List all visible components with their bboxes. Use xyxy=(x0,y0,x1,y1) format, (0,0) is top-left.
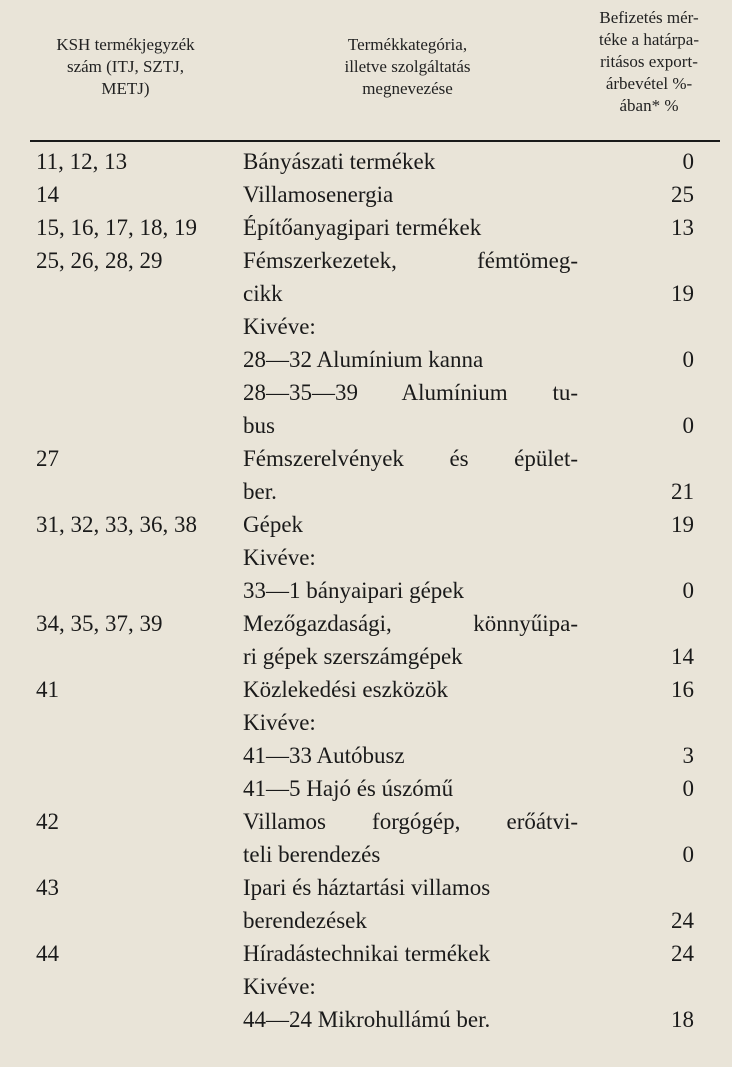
category-cell: Közlekedési eszközök xyxy=(243,677,449,702)
rate-cell: 0 xyxy=(682,842,694,867)
code-cell: 41 xyxy=(36,677,59,702)
category-cell: Gépek xyxy=(243,512,304,537)
rate-cell: 18 xyxy=(671,1007,694,1032)
table-row xyxy=(0,508,732,541)
header-line: megnevezése xyxy=(362,79,453,98)
header-line: Befizetés mér- xyxy=(599,8,699,27)
category-cell: Mezőgazdasági, könnyűipa- xyxy=(243,611,578,636)
table-row xyxy=(0,178,732,211)
table-row xyxy=(0,277,732,310)
table-row xyxy=(0,706,732,739)
table-row xyxy=(0,904,732,937)
table-row xyxy=(0,1003,732,1036)
code-cell: 43 xyxy=(36,875,59,900)
table-row xyxy=(0,871,732,904)
table-row xyxy=(0,310,732,343)
category-cell: 33—1 bányaipari gépek xyxy=(243,578,464,603)
table-row xyxy=(0,673,732,706)
category-cell: Villamos forgógép, erőátvi- xyxy=(243,809,578,834)
category-cell: teli berendezés xyxy=(243,842,381,867)
rate-cell: 24 xyxy=(671,908,694,933)
category-cell: Fémszerelvények és épület- xyxy=(243,446,578,471)
header-line: KSH termékjegyzék xyxy=(56,35,195,54)
table-row xyxy=(0,640,732,673)
category-cell: Kivéve: xyxy=(243,710,316,735)
rate-cell: 24 xyxy=(671,941,694,966)
header-line: szám (ITJ, SZTJ, xyxy=(66,57,185,76)
header-line: ritásos export- xyxy=(600,52,698,71)
table-row xyxy=(0,805,732,838)
code-cell: 34, 35, 37, 39 xyxy=(36,611,163,636)
table-row xyxy=(0,244,732,277)
code-cell: 15, 16, 17, 18, 19 xyxy=(36,215,197,240)
header-line: téke a határpa- xyxy=(598,30,700,49)
code-cell: 44 xyxy=(36,941,59,966)
table-row xyxy=(0,937,732,970)
table-body xyxy=(0,145,732,1036)
category-cell: Ipari és háztartási villamos xyxy=(243,875,491,900)
category-cell: Kivéve: xyxy=(243,974,316,999)
table-row xyxy=(0,970,732,1003)
rate-cell: 19 xyxy=(671,281,694,306)
rate-cell: 3 xyxy=(682,743,694,768)
category-cell: berendezések xyxy=(243,908,367,933)
category-cell: Fémszerkezetek, fémtömeg- xyxy=(243,248,578,273)
category-cell: 41—33 Autóbusz xyxy=(243,743,405,768)
table-row xyxy=(0,211,732,244)
table-row xyxy=(0,607,732,640)
rate-cell: 0 xyxy=(682,578,694,603)
category-cell: 44—24 Mikrohullámú ber. xyxy=(243,1007,491,1032)
table-row xyxy=(0,541,732,574)
table-row xyxy=(0,145,732,178)
header-line: METJ) xyxy=(101,79,150,98)
rate-cell: 16 xyxy=(671,677,694,702)
rate-cell: 0 xyxy=(682,776,694,801)
category-cell: Bányászati termékek xyxy=(243,149,436,174)
code-cell: 25, 26, 28, 29 xyxy=(36,248,163,273)
header-rate-column xyxy=(566,7,732,117)
rate-cell: 0 xyxy=(682,413,694,438)
header-category-column xyxy=(285,34,530,100)
table-row xyxy=(0,376,732,409)
category-cell: 28—35—39 Alumínium tu- xyxy=(243,380,578,405)
table-row xyxy=(0,475,732,508)
header-divider xyxy=(30,140,720,142)
category-cell: ber. xyxy=(243,479,277,504)
category-cell: cikk xyxy=(243,281,283,306)
header-line: ában* % xyxy=(619,96,679,115)
code-cell: 42 xyxy=(36,809,59,834)
code-cell: 31, 32, 33, 36, 38 xyxy=(36,512,197,537)
rate-cell: 13 xyxy=(671,215,694,240)
category-cell: Villamosenergia xyxy=(243,182,394,207)
code-cell: 14 xyxy=(36,182,59,207)
header-code-column xyxy=(18,34,233,100)
category-cell: Híradástechnikai termékek xyxy=(243,941,491,966)
table-row xyxy=(0,409,732,442)
table-header xyxy=(0,0,732,140)
header-line: árbevétel %- xyxy=(605,74,693,93)
category-cell: 41—5 Hajó és úszómű xyxy=(243,776,454,801)
category-cell: Kivéve: xyxy=(243,545,316,570)
table-row xyxy=(0,343,732,376)
rate-cell: 14 xyxy=(671,644,694,669)
rate-cell: 0 xyxy=(682,347,694,372)
rate-cell: 0 xyxy=(682,149,694,174)
category-cell: bus xyxy=(243,413,275,438)
category-cell: Kivéve: xyxy=(243,314,316,339)
table-row xyxy=(0,772,732,805)
rate-cell: 25 xyxy=(671,182,694,207)
header-line: illetve szolgáltatás xyxy=(344,57,471,76)
table-row xyxy=(0,838,732,871)
header-line: Termékkategória, xyxy=(347,35,468,54)
rate-cell: 21 xyxy=(671,479,694,504)
category-cell: Építőanyagipari termékek xyxy=(243,215,482,240)
category-cell: ri gépek szerszámgépek xyxy=(243,644,463,669)
table-row xyxy=(0,574,732,607)
code-cell: 11, 12, 13 xyxy=(36,149,128,174)
rate-cell: 19 xyxy=(671,512,694,537)
category-cell: 28—32 Alumínium kanna xyxy=(243,347,484,372)
table-row xyxy=(0,739,732,772)
table-row xyxy=(0,442,732,475)
code-cell: 27 xyxy=(36,446,59,471)
